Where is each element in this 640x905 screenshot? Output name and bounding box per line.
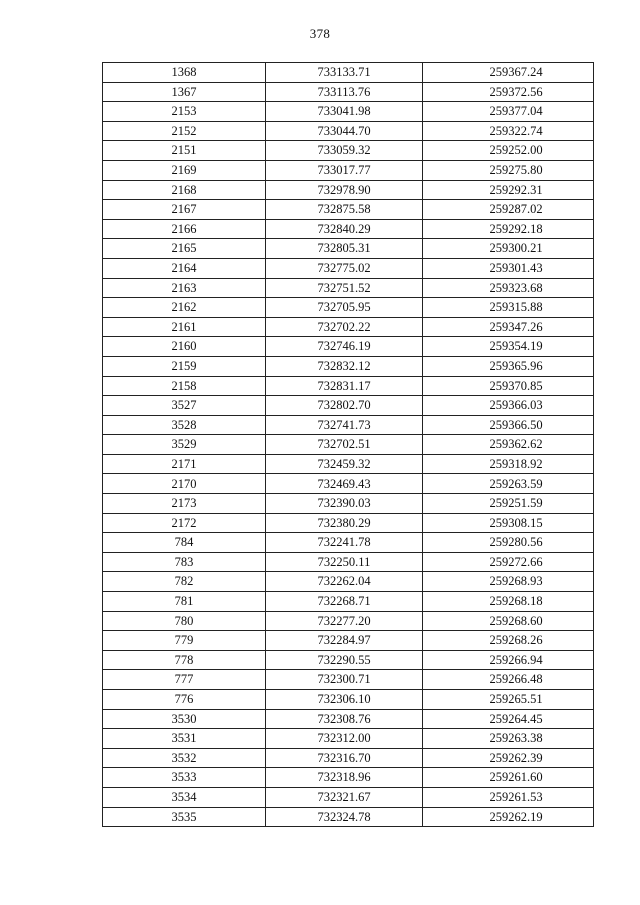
x-coordinate-cell (266, 317, 423, 337)
table-row (103, 317, 594, 337)
x-coordinate-cell (266, 631, 423, 651)
point-id-value: 2163 (171, 280, 197, 295)
point-id-value: 2168 (171, 182, 197, 197)
y-coordinate-cell (423, 611, 594, 631)
table-row (103, 787, 594, 807)
point-id-value: 2158 (171, 378, 197, 393)
point-id-cell (103, 278, 266, 298)
x-coordinate-value: 732469.43 (317, 476, 371, 491)
point-id-cell (103, 748, 266, 768)
table-row (103, 513, 594, 533)
y-coordinate-value: 259275.80 (489, 163, 543, 178)
table-row (103, 121, 594, 141)
point-id-cell (103, 82, 266, 102)
y-coordinate-value: 259287.02 (489, 202, 543, 217)
x-coordinate-cell (266, 533, 423, 553)
y-coordinate-cell (423, 670, 594, 690)
x-coordinate-cell (266, 258, 423, 278)
x-coordinate-value: 732290.55 (317, 652, 371, 667)
x-coordinate-value: 732268.71 (317, 594, 371, 609)
x-coordinate-cell (266, 454, 423, 474)
point-id-cell (103, 435, 266, 455)
table-row (103, 239, 594, 259)
point-id-cell (103, 572, 266, 592)
point-id-cell (103, 219, 266, 239)
y-coordinate-cell (423, 690, 594, 710)
point-id-value: 780 (174, 613, 194, 628)
table-row (103, 748, 594, 768)
y-coordinate-cell (423, 650, 594, 670)
point-id-cell (103, 63, 266, 83)
y-coordinate-value: 259323.68 (489, 280, 543, 295)
x-coordinate-value: 732831.17 (317, 378, 371, 393)
y-coordinate-cell (423, 552, 594, 572)
point-id-value: 2160 (171, 339, 197, 354)
point-id-cell (103, 533, 266, 553)
x-coordinate-value: 732746.19 (317, 339, 371, 354)
point-id-cell (103, 611, 266, 631)
point-id-cell (103, 376, 266, 396)
y-coordinate-value: 259268.18 (489, 594, 543, 609)
y-coordinate-value: 259263.59 (489, 476, 543, 491)
point-id-cell (103, 552, 266, 572)
table-row (103, 180, 594, 200)
point-id-cell (103, 160, 266, 180)
y-coordinate-value: 259322.74 (489, 123, 543, 138)
x-coordinate-value: 732832.12 (317, 358, 371, 373)
point-id-cell (103, 807, 266, 827)
point-id-cell (103, 180, 266, 200)
table-row (103, 160, 594, 180)
y-coordinate-value: 259265.51 (489, 692, 543, 707)
x-coordinate-cell (266, 219, 423, 239)
y-coordinate-cell (423, 200, 594, 220)
y-coordinate-cell (423, 219, 594, 239)
y-coordinate-value: 259268.26 (489, 633, 543, 648)
x-coordinate-value: 732321.67 (317, 790, 371, 805)
y-coordinate-value: 259367.24 (489, 65, 543, 80)
x-coordinate-cell (266, 180, 423, 200)
x-coordinate-value: 732277.20 (317, 613, 371, 628)
point-id-value: 2166 (171, 221, 197, 236)
point-id-value: 2151 (171, 143, 197, 158)
x-coordinate-value: 732702.51 (317, 437, 371, 452)
point-id-value: 2169 (171, 163, 197, 178)
x-coordinate-cell (266, 356, 423, 376)
y-coordinate-value: 259318.92 (489, 456, 543, 471)
point-id-value: 781 (174, 594, 194, 609)
x-coordinate-value: 733059.32 (317, 143, 371, 158)
y-coordinate-value: 259262.39 (489, 750, 543, 765)
point-id-value: 3531 (171, 731, 197, 746)
y-coordinate-value: 259300.21 (489, 241, 543, 256)
y-coordinate-value: 259292.18 (489, 221, 543, 236)
point-id-cell (103, 356, 266, 376)
y-coordinate-cell (423, 768, 594, 788)
point-id-cell (103, 494, 266, 514)
y-coordinate-cell (423, 258, 594, 278)
y-coordinate-cell (423, 631, 594, 651)
y-coordinate-cell (423, 592, 594, 612)
y-coordinate-cell (423, 180, 594, 200)
point-id-value: 3532 (171, 750, 197, 765)
point-id-value: 2167 (171, 202, 197, 217)
y-coordinate-cell (423, 787, 594, 807)
y-coordinate-cell (423, 572, 594, 592)
point-id-cell (103, 102, 266, 122)
y-coordinate-value: 259301.43 (489, 260, 543, 275)
y-coordinate-cell (423, 807, 594, 827)
y-coordinate-value: 259251.59 (489, 496, 543, 511)
y-coordinate-value: 259315.88 (489, 300, 543, 315)
point-id-value: 1367 (171, 84, 197, 99)
y-coordinate-cell (423, 337, 594, 357)
y-coordinate-cell (423, 396, 594, 416)
x-coordinate-cell (266, 572, 423, 592)
y-coordinate-cell (423, 141, 594, 161)
x-coordinate-value: 732978.90 (317, 182, 371, 197)
table-row (103, 670, 594, 690)
y-coordinate-cell (423, 729, 594, 749)
x-coordinate-value: 732702.22 (317, 319, 371, 334)
table-row (103, 435, 594, 455)
x-coordinate-value: 732802.70 (317, 398, 371, 413)
table-row (103, 768, 594, 788)
point-id-cell (103, 121, 266, 141)
x-coordinate-cell (266, 435, 423, 455)
point-id-cell (103, 690, 266, 710)
x-coordinate-cell (266, 82, 423, 102)
table-row (103, 337, 594, 357)
x-coordinate-value: 732284.97 (317, 633, 371, 648)
coordinate-table (102, 62, 594, 827)
x-coordinate-value: 732380.29 (317, 515, 371, 530)
point-id-cell (103, 513, 266, 533)
point-id-value: 2159 (171, 358, 197, 373)
x-coordinate-cell (266, 415, 423, 435)
point-id-cell (103, 474, 266, 494)
point-id-value: 3535 (171, 809, 197, 824)
point-id-value: 3529 (171, 437, 197, 452)
x-coordinate-cell (266, 768, 423, 788)
y-coordinate-value: 259261.60 (489, 770, 543, 785)
point-id-value: 3527 (171, 398, 197, 413)
table-row (103, 592, 594, 612)
x-coordinate-cell (266, 102, 423, 122)
y-coordinate-value: 259268.93 (489, 574, 543, 589)
table-row (103, 102, 594, 122)
x-coordinate-cell (266, 650, 423, 670)
table-row (103, 356, 594, 376)
point-id-value: 2164 (171, 260, 197, 275)
y-coordinate-cell (423, 415, 594, 435)
x-coordinate-cell (266, 787, 423, 807)
x-coordinate-cell (266, 376, 423, 396)
y-coordinate-value: 259377.04 (489, 104, 543, 119)
table-row (103, 141, 594, 161)
x-coordinate-value: 732751.52 (317, 280, 371, 295)
x-coordinate-value: 732390.03 (317, 496, 371, 511)
point-id-cell (103, 729, 266, 749)
x-coordinate-value: 732741.73 (317, 417, 371, 432)
y-coordinate-value: 259308.15 (489, 515, 543, 530)
point-id-cell (103, 787, 266, 807)
table-row (103, 494, 594, 514)
x-coordinate-value: 732300.71 (317, 672, 371, 687)
x-coordinate-cell (266, 552, 423, 572)
point-id-value: 777 (174, 672, 194, 687)
point-id-cell (103, 650, 266, 670)
table-row (103, 631, 594, 651)
point-id-value: 3530 (171, 711, 197, 726)
y-coordinate-value: 259370.85 (489, 378, 543, 393)
x-coordinate-value: 733113.76 (317, 84, 371, 99)
table-row (103, 474, 594, 494)
table-row (103, 572, 594, 592)
point-id-cell (103, 670, 266, 690)
table-row (103, 219, 594, 239)
x-coordinate-cell (266, 729, 423, 749)
y-coordinate-value: 259261.53 (489, 790, 543, 805)
y-coordinate-cell (423, 63, 594, 83)
x-coordinate-value: 733017.77 (317, 163, 371, 178)
x-coordinate-value: 732324.78 (317, 809, 371, 824)
table-row (103, 200, 594, 220)
point-id-value: 3533 (171, 770, 197, 785)
point-id-value: 779 (174, 633, 194, 648)
table-row (103, 533, 594, 553)
point-id-value: 2170 (171, 476, 197, 491)
y-coordinate-value: 259280.56 (489, 535, 543, 550)
table-row (103, 709, 594, 729)
x-coordinate-cell (266, 474, 423, 494)
x-coordinate-cell (266, 513, 423, 533)
x-coordinate-value: 732241.78 (317, 535, 371, 550)
point-id-value: 2153 (171, 104, 197, 119)
table-row (103, 298, 594, 318)
x-coordinate-cell (266, 141, 423, 161)
y-coordinate-value: 259362.62 (489, 437, 543, 452)
x-coordinate-cell (266, 690, 423, 710)
x-coordinate-value: 732805.31 (317, 241, 371, 256)
x-coordinate-cell (266, 337, 423, 357)
y-coordinate-cell (423, 239, 594, 259)
x-coordinate-cell (266, 709, 423, 729)
x-coordinate-cell (266, 121, 423, 141)
x-coordinate-cell (266, 200, 423, 220)
x-coordinate-value: 733044.70 (317, 123, 371, 138)
y-coordinate-value: 259252.00 (489, 143, 543, 158)
y-coordinate-value: 259347.26 (489, 319, 543, 334)
x-coordinate-value: 733133.71 (317, 65, 371, 80)
y-coordinate-value: 259354.19 (489, 339, 543, 354)
point-id-cell (103, 200, 266, 220)
point-id-value: 784 (174, 535, 194, 550)
x-coordinate-value: 732312.00 (317, 731, 371, 746)
point-id-value: 1368 (171, 65, 197, 80)
x-coordinate-cell (266, 748, 423, 768)
x-coordinate-cell (266, 160, 423, 180)
point-id-cell (103, 592, 266, 612)
y-coordinate-cell (423, 533, 594, 553)
table-row (103, 690, 594, 710)
y-coordinate-cell (423, 709, 594, 729)
table-row (103, 729, 594, 749)
table-row (103, 396, 594, 416)
y-coordinate-value: 259272.66 (489, 554, 543, 569)
table-row (103, 258, 594, 278)
table-row (103, 650, 594, 670)
point-id-value: 2162 (171, 300, 197, 315)
point-id-cell (103, 141, 266, 161)
x-coordinate-value: 732459.32 (317, 456, 371, 471)
y-coordinate-cell (423, 513, 594, 533)
x-coordinate-cell (266, 278, 423, 298)
y-coordinate-value: 259268.60 (489, 613, 543, 628)
x-coordinate-value: 732705.95 (317, 300, 371, 315)
point-id-cell (103, 239, 266, 259)
x-coordinate-value: 733041.98 (317, 104, 371, 119)
point-id-cell (103, 631, 266, 651)
table-row (103, 415, 594, 435)
y-coordinate-cell (423, 356, 594, 376)
x-coordinate-value: 732250.11 (317, 554, 371, 569)
point-id-value: 783 (174, 554, 194, 569)
x-coordinate-cell (266, 611, 423, 631)
y-coordinate-value: 259365.96 (489, 358, 543, 373)
y-coordinate-cell (423, 317, 594, 337)
table-row (103, 807, 594, 827)
table-row (103, 611, 594, 631)
x-coordinate-value: 732840.29 (317, 221, 371, 236)
y-coordinate-value: 259366.50 (489, 417, 543, 432)
point-id-cell (103, 258, 266, 278)
y-coordinate-cell (423, 121, 594, 141)
x-coordinate-cell (266, 298, 423, 318)
x-coordinate-cell (266, 670, 423, 690)
y-coordinate-cell (423, 454, 594, 474)
point-id-value: 3534 (171, 790, 197, 805)
point-id-value: 776 (174, 692, 194, 707)
y-coordinate-cell (423, 494, 594, 514)
y-coordinate-cell (423, 82, 594, 102)
x-coordinate-cell (266, 239, 423, 259)
point-id-cell (103, 454, 266, 474)
point-id-value: 2165 (171, 241, 197, 256)
y-coordinate-cell (423, 435, 594, 455)
point-id-value: 2173 (171, 496, 197, 511)
x-coordinate-value: 732775.02 (317, 260, 371, 275)
y-coordinate-value: 259266.94 (489, 652, 543, 667)
x-coordinate-value: 732316.70 (317, 750, 371, 765)
table-row (103, 552, 594, 572)
point-id-value: 778 (174, 652, 194, 667)
y-coordinate-cell (423, 748, 594, 768)
point-id-value: 2172 (171, 515, 197, 530)
table-row (103, 63, 594, 83)
point-id-cell (103, 415, 266, 435)
x-coordinate-value: 732262.04 (317, 574, 371, 589)
y-coordinate-cell (423, 160, 594, 180)
point-id-cell (103, 768, 266, 788)
y-coordinate-value: 259366.03 (489, 398, 543, 413)
point-id-cell (103, 396, 266, 416)
y-coordinate-value: 259264.45 (489, 711, 543, 726)
y-coordinate-cell (423, 474, 594, 494)
x-coordinate-value: 732306.10 (317, 692, 371, 707)
point-id-value: 782 (174, 574, 194, 589)
y-coordinate-cell (423, 376, 594, 396)
page-number: 378 (309, 26, 331, 41)
point-id-value: 2171 (171, 456, 197, 471)
table-row (103, 454, 594, 474)
x-coordinate-cell (266, 63, 423, 83)
x-coordinate-cell (266, 592, 423, 612)
y-coordinate-cell (423, 278, 594, 298)
y-coordinate-value: 259266.48 (489, 672, 543, 687)
point-id-cell (103, 337, 266, 357)
y-coordinate-value: 259262.19 (489, 809, 543, 824)
point-id-value: 2161 (171, 319, 197, 334)
table-row (103, 376, 594, 396)
x-coordinate-cell (266, 494, 423, 514)
point-id-cell (103, 298, 266, 318)
point-id-cell (103, 709, 266, 729)
table-row (103, 82, 594, 102)
x-coordinate-cell (266, 396, 423, 416)
point-id-value: 3528 (171, 417, 197, 432)
x-coordinate-value: 732875.58 (317, 202, 371, 217)
y-coordinate-cell (423, 298, 594, 318)
point-id-cell (103, 317, 266, 337)
x-coordinate-cell (266, 807, 423, 827)
x-coordinate-value: 732308.76 (317, 711, 371, 726)
coordinate-table-body (103, 63, 594, 827)
y-coordinate-value: 259263.38 (489, 731, 543, 746)
y-coordinate-cell (423, 102, 594, 122)
table-row (103, 278, 594, 298)
point-id-value: 2152 (171, 123, 197, 138)
y-coordinate-value: 259292.31 (489, 182, 543, 197)
x-coordinate-value: 732318.96 (317, 770, 371, 785)
y-coordinate-value: 259372.56 (489, 84, 543, 99)
